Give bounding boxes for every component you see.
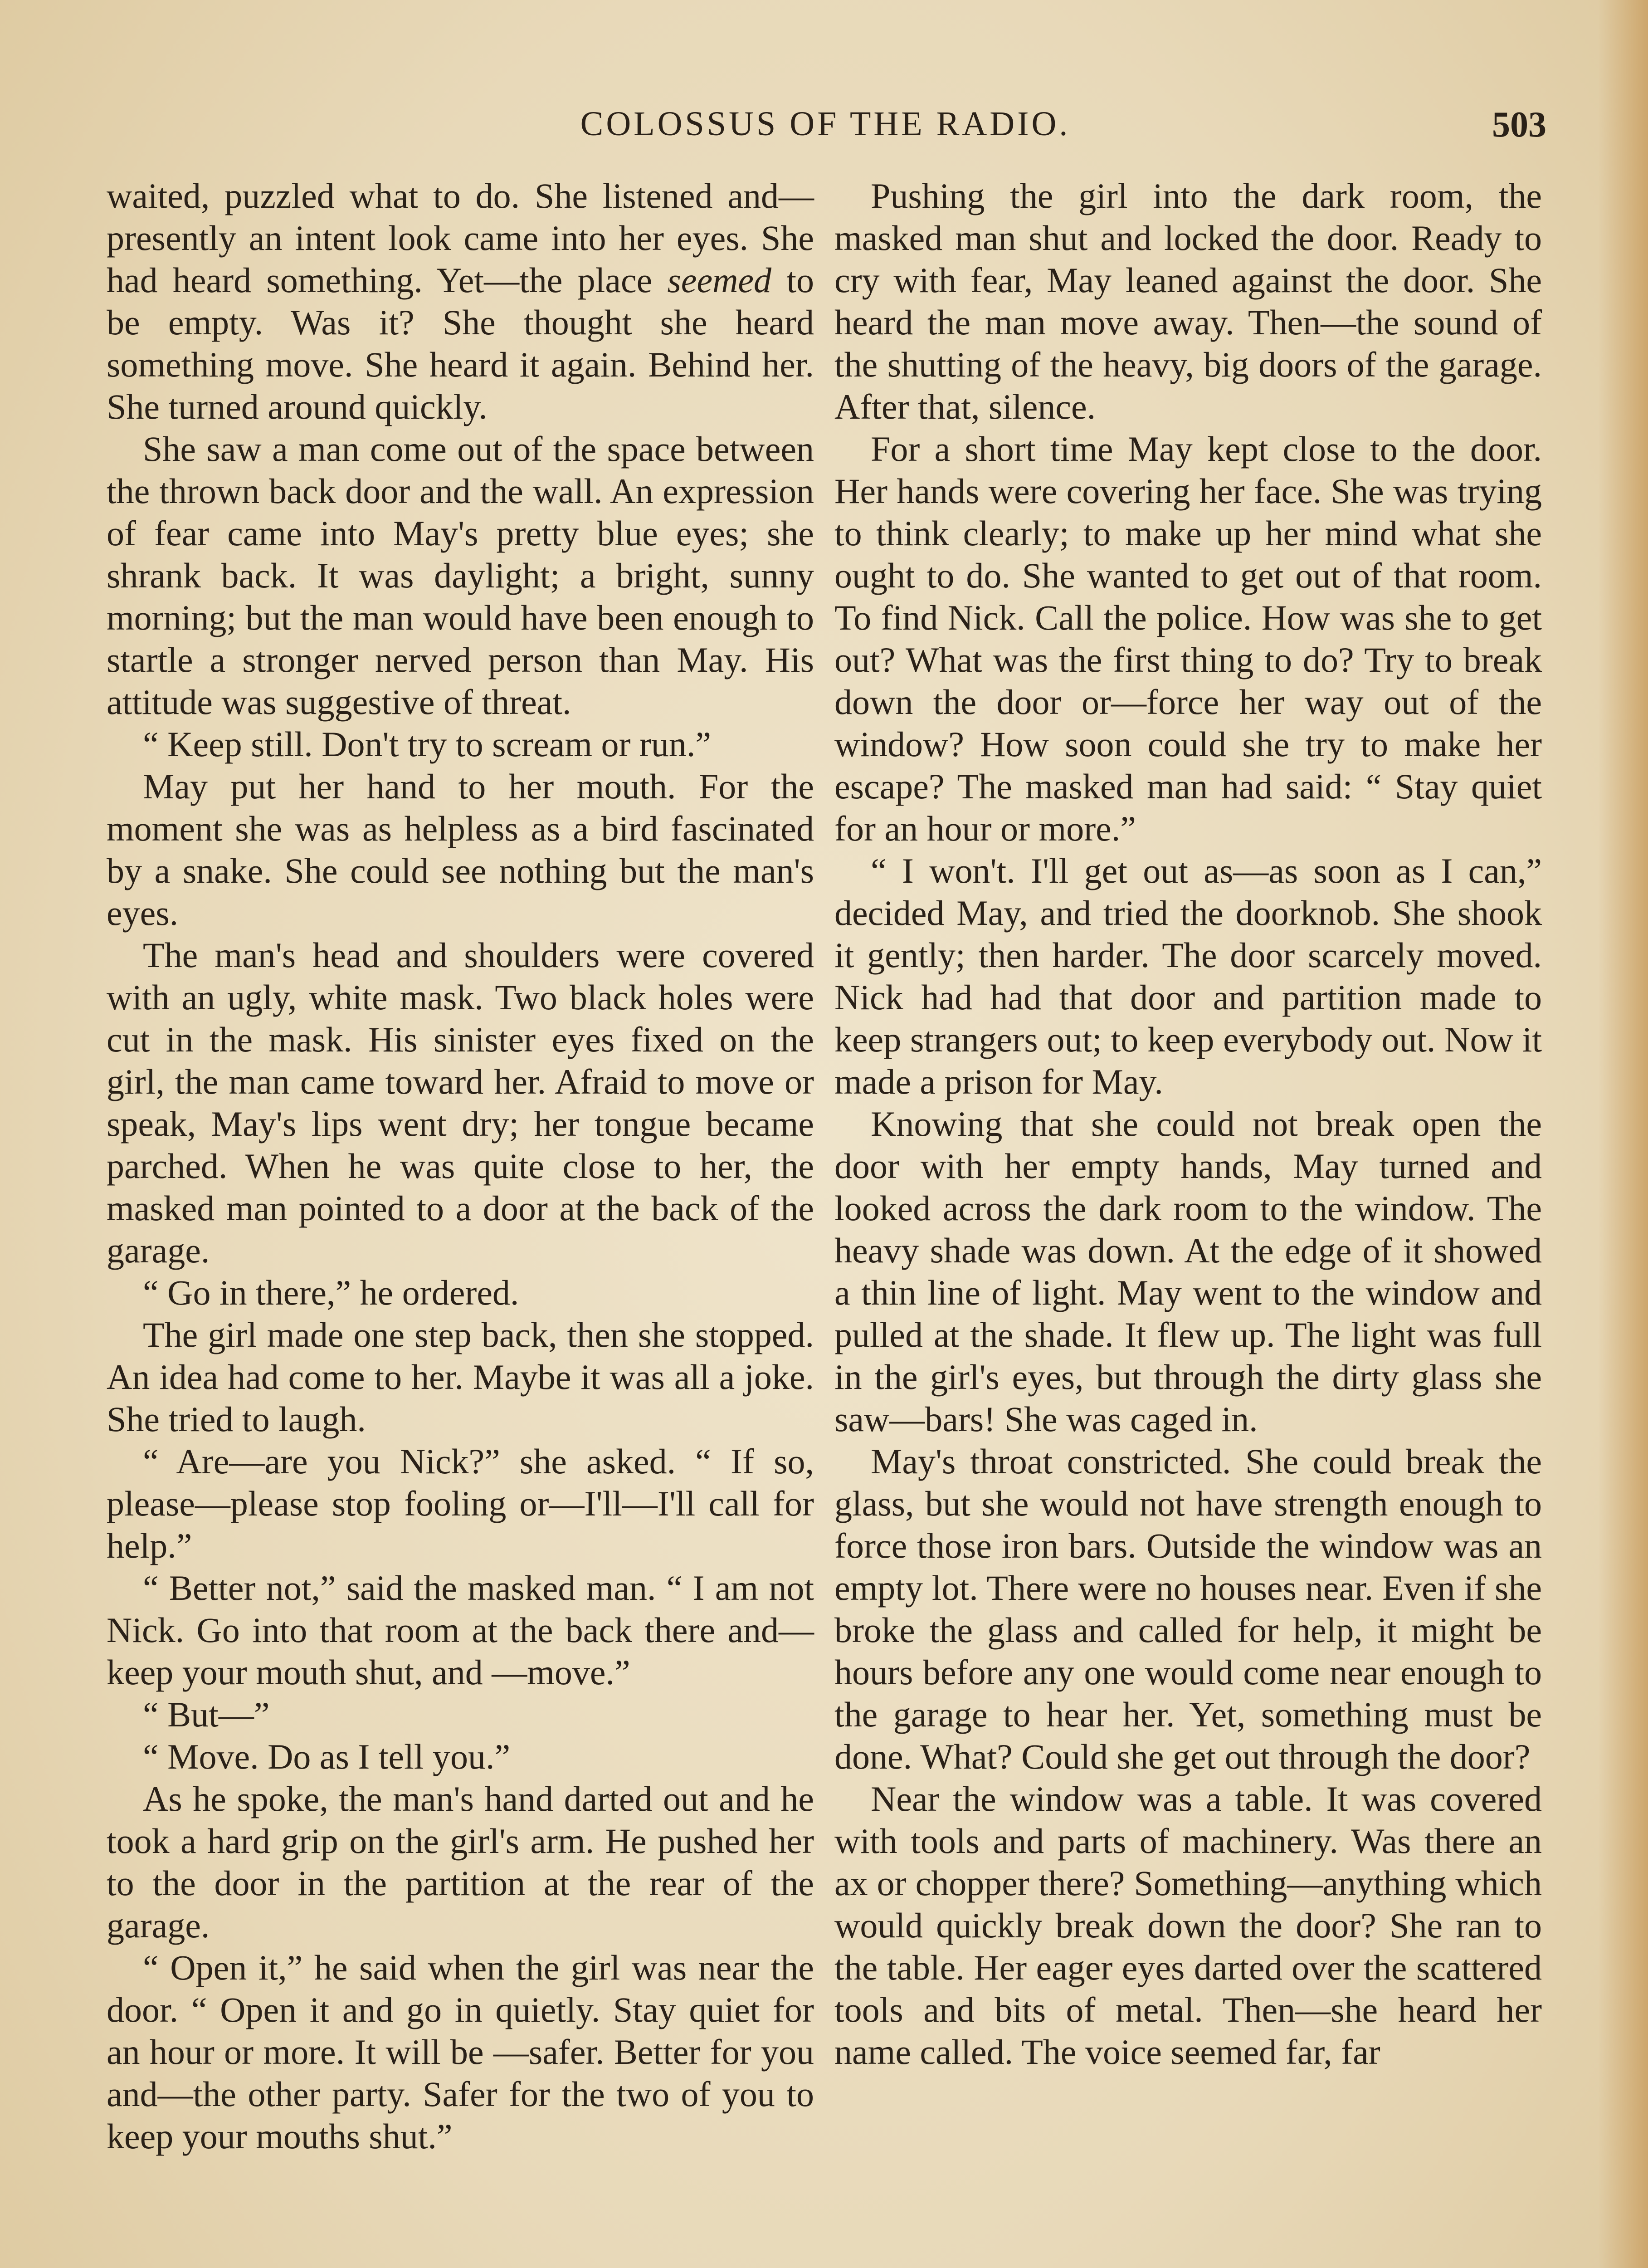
paragraph: Pushing the girl into the dark room, the masked man shut and locked the door. Ready to cry with fear, May leaned against the door. She heard the man move away. Then—the sound of the shutting of the heavy, big doors of the garage. After that, silence.: [834, 176, 1542, 426]
left-column: [107, 175, 814, 2157]
paragraph: As he spoke, the man's hand darted out and he took a hard grip on the girl's arm. He pushed her to the door in the partition at the rear of the garage.: [107, 1779, 814, 1945]
paragraph: “ Open it,” he said when the girl was near the door. “ Open it and go in quietly. Stay quiet for an hour or more. It will be —safer. Better for you and—the other party. Safer for the two of you to keep your mouths shut.”: [107, 1948, 814, 2156]
paragraph: The man's head and shoulders were covered with an ugly, white mask. Two black holes were cut in the mask. His sinister eyes fixed on the girl, the man came toward her. Afraid to move or speak, May's lips went dry; her tongue became parched. When he was quite close to her, the masked man pointed to a door at the back of the garage.: [107, 935, 814, 1270]
paragraph: “ I won't. I'll get out as—as soon as I can,” decided May, and tried the doorknob. She shook it gently; then harder. The door scarcely moved. Nick had had that door and partition made to keep strangers out; to keep everybody out. Now it made a prison for May.: [834, 851, 1542, 1101]
page-header: [104, 104, 1546, 159]
paragraph: May's throat constricted. She could break the glass, but she would not have strength enough to force those iron bars. Outside the window was an empty lot. There were no houses near. Even if she broke the glass and called for help, it might be hours before any one would come near enough to the garage to hear her. Yet, something must be done. What? Could she get out through the door?: [834, 1442, 1542, 1776]
right-column: [834, 175, 1542, 2073]
paragraph: “ Keep still. Don't try to scream or run.”: [143, 724, 712, 764]
page-edge-shading: [1598, 0, 1648, 2268]
page-number: 503: [1492, 105, 1546, 145]
running-head: COLOSSUS OF THE RADIO.: [580, 105, 1071, 143]
paragraph: Near the window was a table. It was covered with tools and parts of machinery. Was there an ax or chopper there? Something—anything which would quickly break down the door? She ran to the table. Her eager eyes darted over the scattered tools and bits of metal. Then—she heard her name called. The voice seemed far, far: [834, 1779, 1542, 2072]
paragraph: “ But—”: [143, 1695, 270, 1734]
paragraph: For a short time May kept close to the door. Her hands were covering her face. She was trying to think clearly; to make up her mind what she ought to do. She wanted to get out of that room. To find Nick. Call the police. How was she to get out? What was the first thing to do? Try to break down the door or—force her way out of the window? How soon could she try to make her escape? The masked man had said: “ Stay quiet for an hour or more.”: [834, 429, 1542, 848]
paragraph: May put her hand to her mouth. For the moment she was as helpless as a bird fascinated by a snake. She could see nothing but the man's eyes.: [107, 767, 814, 933]
paragraph: “ Better not,” said the masked man. “ I am not Nick. Go into that room at the back there and—keep your mouth shut, and —move.”: [107, 1568, 814, 1692]
paragraph: “ Move. Do as I tell you.”: [143, 1737, 511, 1776]
paragraph: “ Go in there,” he ordered.: [143, 1273, 519, 1312]
paragraph: “ Are—are you Nick?” she asked. “ If so, please—please stop fooling or—I'll—I'll call for help.”: [107, 1442, 814, 1565]
paragraph: The girl made one step back, then she stopped. An idea had come to her. Maybe it was all a joke. She tried to laugh.: [107, 1315, 814, 1439]
emphasis: seemed: [667, 260, 772, 300]
paragraph: Knowing that she could not break open the door with her empty hands, May turned and looked across the dark room to the window. The heavy shade was down. At the edge of it showed a thin line of light. May went to the window and pulled at the shade. It flew up. The light was full in the girl's eyes, but through the dirty glass she saw—bars! She was caged in.: [834, 1104, 1542, 1439]
paragraph: She saw a man come out of the space between the thrown back door and the wall. An expression of fear came into May's pretty blue eyes; she shrank back. It was daylight; a bright, sunny morning; but the man would have been enough to startle a stronger nerved person than May. His attitude was suggestive of threat.: [107, 429, 814, 722]
paragraph: waited, puzzled what to do. She listened and—presently an intent look came into her eyes. She had heard something. Yet—the place seemed to be empty. Was it? She thought she heard something move. She heard it again. Behind her. She turned around quickly.: [107, 176, 814, 426]
